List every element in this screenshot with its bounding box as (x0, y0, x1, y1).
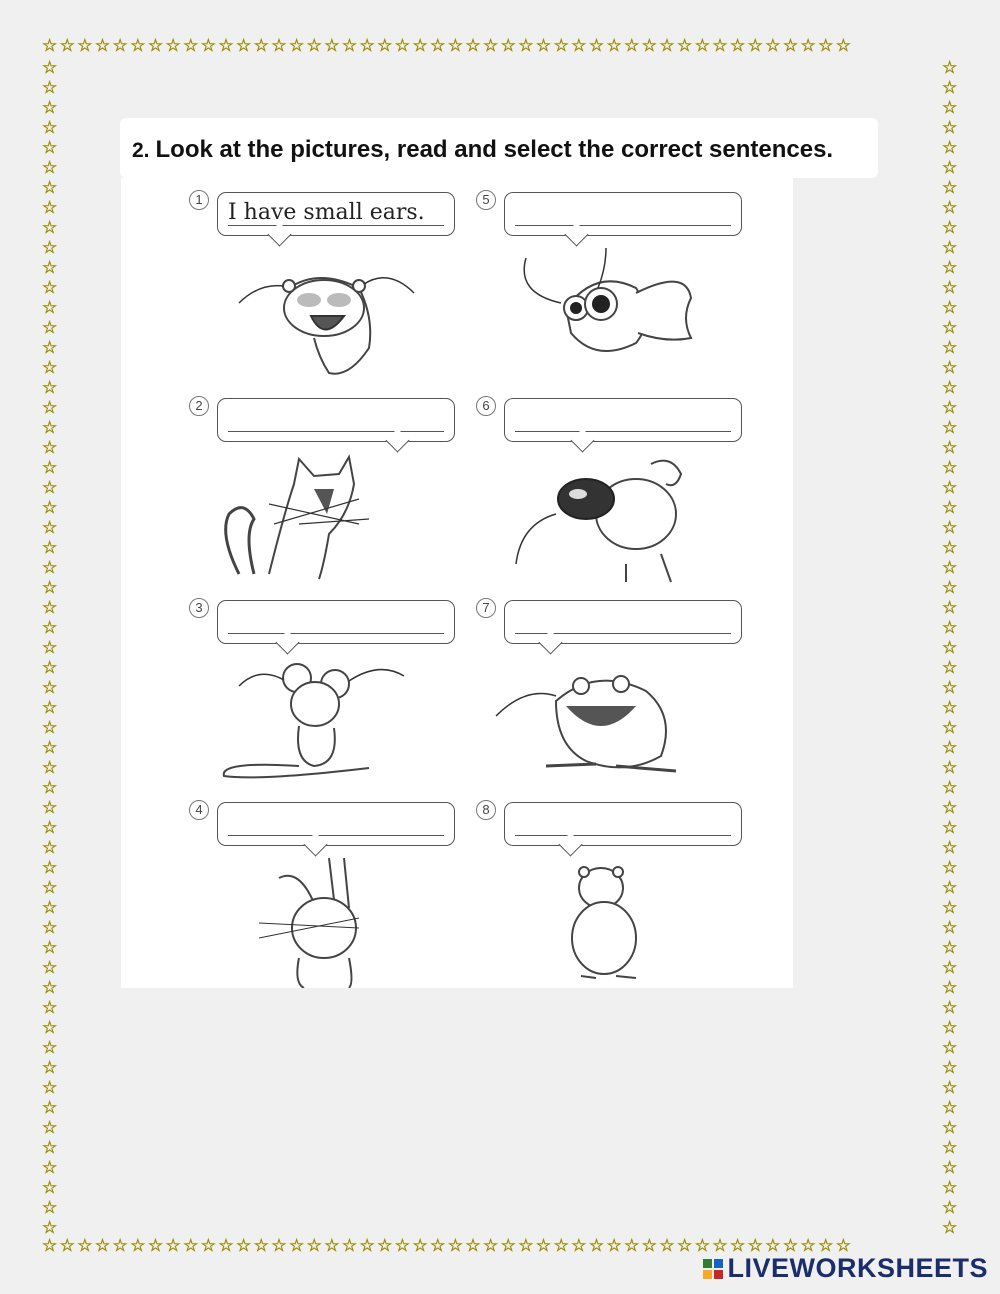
item-2 (189, 396, 459, 591)
item-5 (476, 190, 746, 385)
speech-bubble (504, 398, 742, 442)
star-border-bottom: ☆☆☆☆☆☆☆☆☆☆☆☆☆☆☆☆☆☆☆☆☆☆☆☆☆☆☆☆☆☆☆☆☆☆☆☆☆☆☆☆☆☆☆☆☆☆ (42, 1236, 854, 1256)
answer-input-4[interactable] (226, 807, 448, 837)
exercise-number: 2. (132, 139, 150, 162)
item-3 (189, 598, 459, 793)
answer-input-1[interactable] (226, 197, 448, 227)
liveworksheets-logo-icon (703, 1259, 723, 1279)
speech-bubble (217, 802, 455, 846)
item-number: 7 (476, 598, 496, 618)
item-7 (476, 598, 746, 793)
answer-input-7[interactable] (513, 605, 735, 635)
star-border-right: ☆ ☆ ☆ ☆ ☆ ☆ ☆ ☆ ☆ ☆ ☆ ☆ ☆ ☆ ☆ ☆ ☆ ☆ ☆ ☆ ☆ ☆ ☆ ☆ ☆ ☆ ☆ ☆ ☆ ☆ ☆ ☆ ☆ ☆ ☆ ☆ ☆ ☆ ☆ ☆ ☆ ☆ ☆ ☆ ☆ ☆ ☆ ☆ ☆ ☆ ☆ ☆ ☆ ☆ ☆ ☆ ☆ ☆ ☆ (942, 58, 958, 1238)
star-border-top: ☆☆☆☆☆☆☆☆☆☆☆☆☆☆☆☆☆☆☆☆☆☆☆☆☆☆☆☆☆☆☆☆☆☆☆☆☆☆☆☆☆☆☆☆☆☆ (42, 36, 854, 56)
hamster-picture (486, 858, 726, 988)
star-border-left: ☆ ☆ ☆ ☆ ☆ ☆ ☆ ☆ ☆ ☆ ☆ ☆ ☆ ☆ ☆ ☆ ☆ ☆ ☆ ☆ ☆ ☆ ☆ ☆ ☆ ☆ ☆ ☆ ☆ ☆ ☆ ☆ ☆ ☆ ☆ ☆ ☆ ☆ ☆ ☆ ☆ ☆ ☆ ☆ ☆ ☆ ☆ ☆ ☆ ☆ ☆ ☆ ☆ ☆ ☆ ☆ ☆ ☆ ☆ (42, 58, 58, 1238)
cat-picture (199, 454, 439, 584)
brand-name: LIVEWORKSHEETS (727, 1253, 988, 1283)
mouse-picture (199, 656, 439, 786)
speech-bubble (217, 398, 455, 442)
speech-bubble (217, 192, 455, 236)
item-8 (476, 800, 746, 995)
speech-bubble (217, 600, 455, 644)
item-number: 3 (189, 598, 209, 618)
item-6 (476, 396, 746, 591)
speech-bubble (504, 802, 742, 846)
instruction-box (120, 118, 878, 178)
otter-picture (199, 248, 439, 378)
answer-input-2[interactable] (226, 403, 448, 433)
instruction-title (132, 136, 833, 164)
answer-input-8[interactable] (513, 807, 735, 837)
liveworksheets-logo (703, 1253, 988, 1284)
fish-picture (486, 248, 726, 378)
item-number: 6 (476, 396, 496, 416)
rabbit-picture (199, 858, 439, 988)
instruction-text: Look at the pictures, read and select the correct sentences. (155, 136, 834, 163)
worksheet-sheet (121, 178, 793, 988)
speech-bubble (504, 600, 742, 644)
answer-input-3[interactable] (226, 605, 448, 635)
speech-bubble (504, 192, 742, 236)
item-number: 4 (189, 800, 209, 820)
item-number: 2 (189, 396, 209, 416)
answer-input-5[interactable] (513, 197, 735, 227)
item-number: 5 (476, 190, 496, 210)
item-1 (189, 190, 459, 385)
frog-picture (486, 656, 726, 786)
item-4 (189, 800, 459, 995)
item-number: 8 (476, 800, 496, 820)
answer-input-6[interactable] (513, 403, 735, 433)
item-number: 1 (189, 190, 209, 210)
dog-picture (486, 454, 726, 584)
